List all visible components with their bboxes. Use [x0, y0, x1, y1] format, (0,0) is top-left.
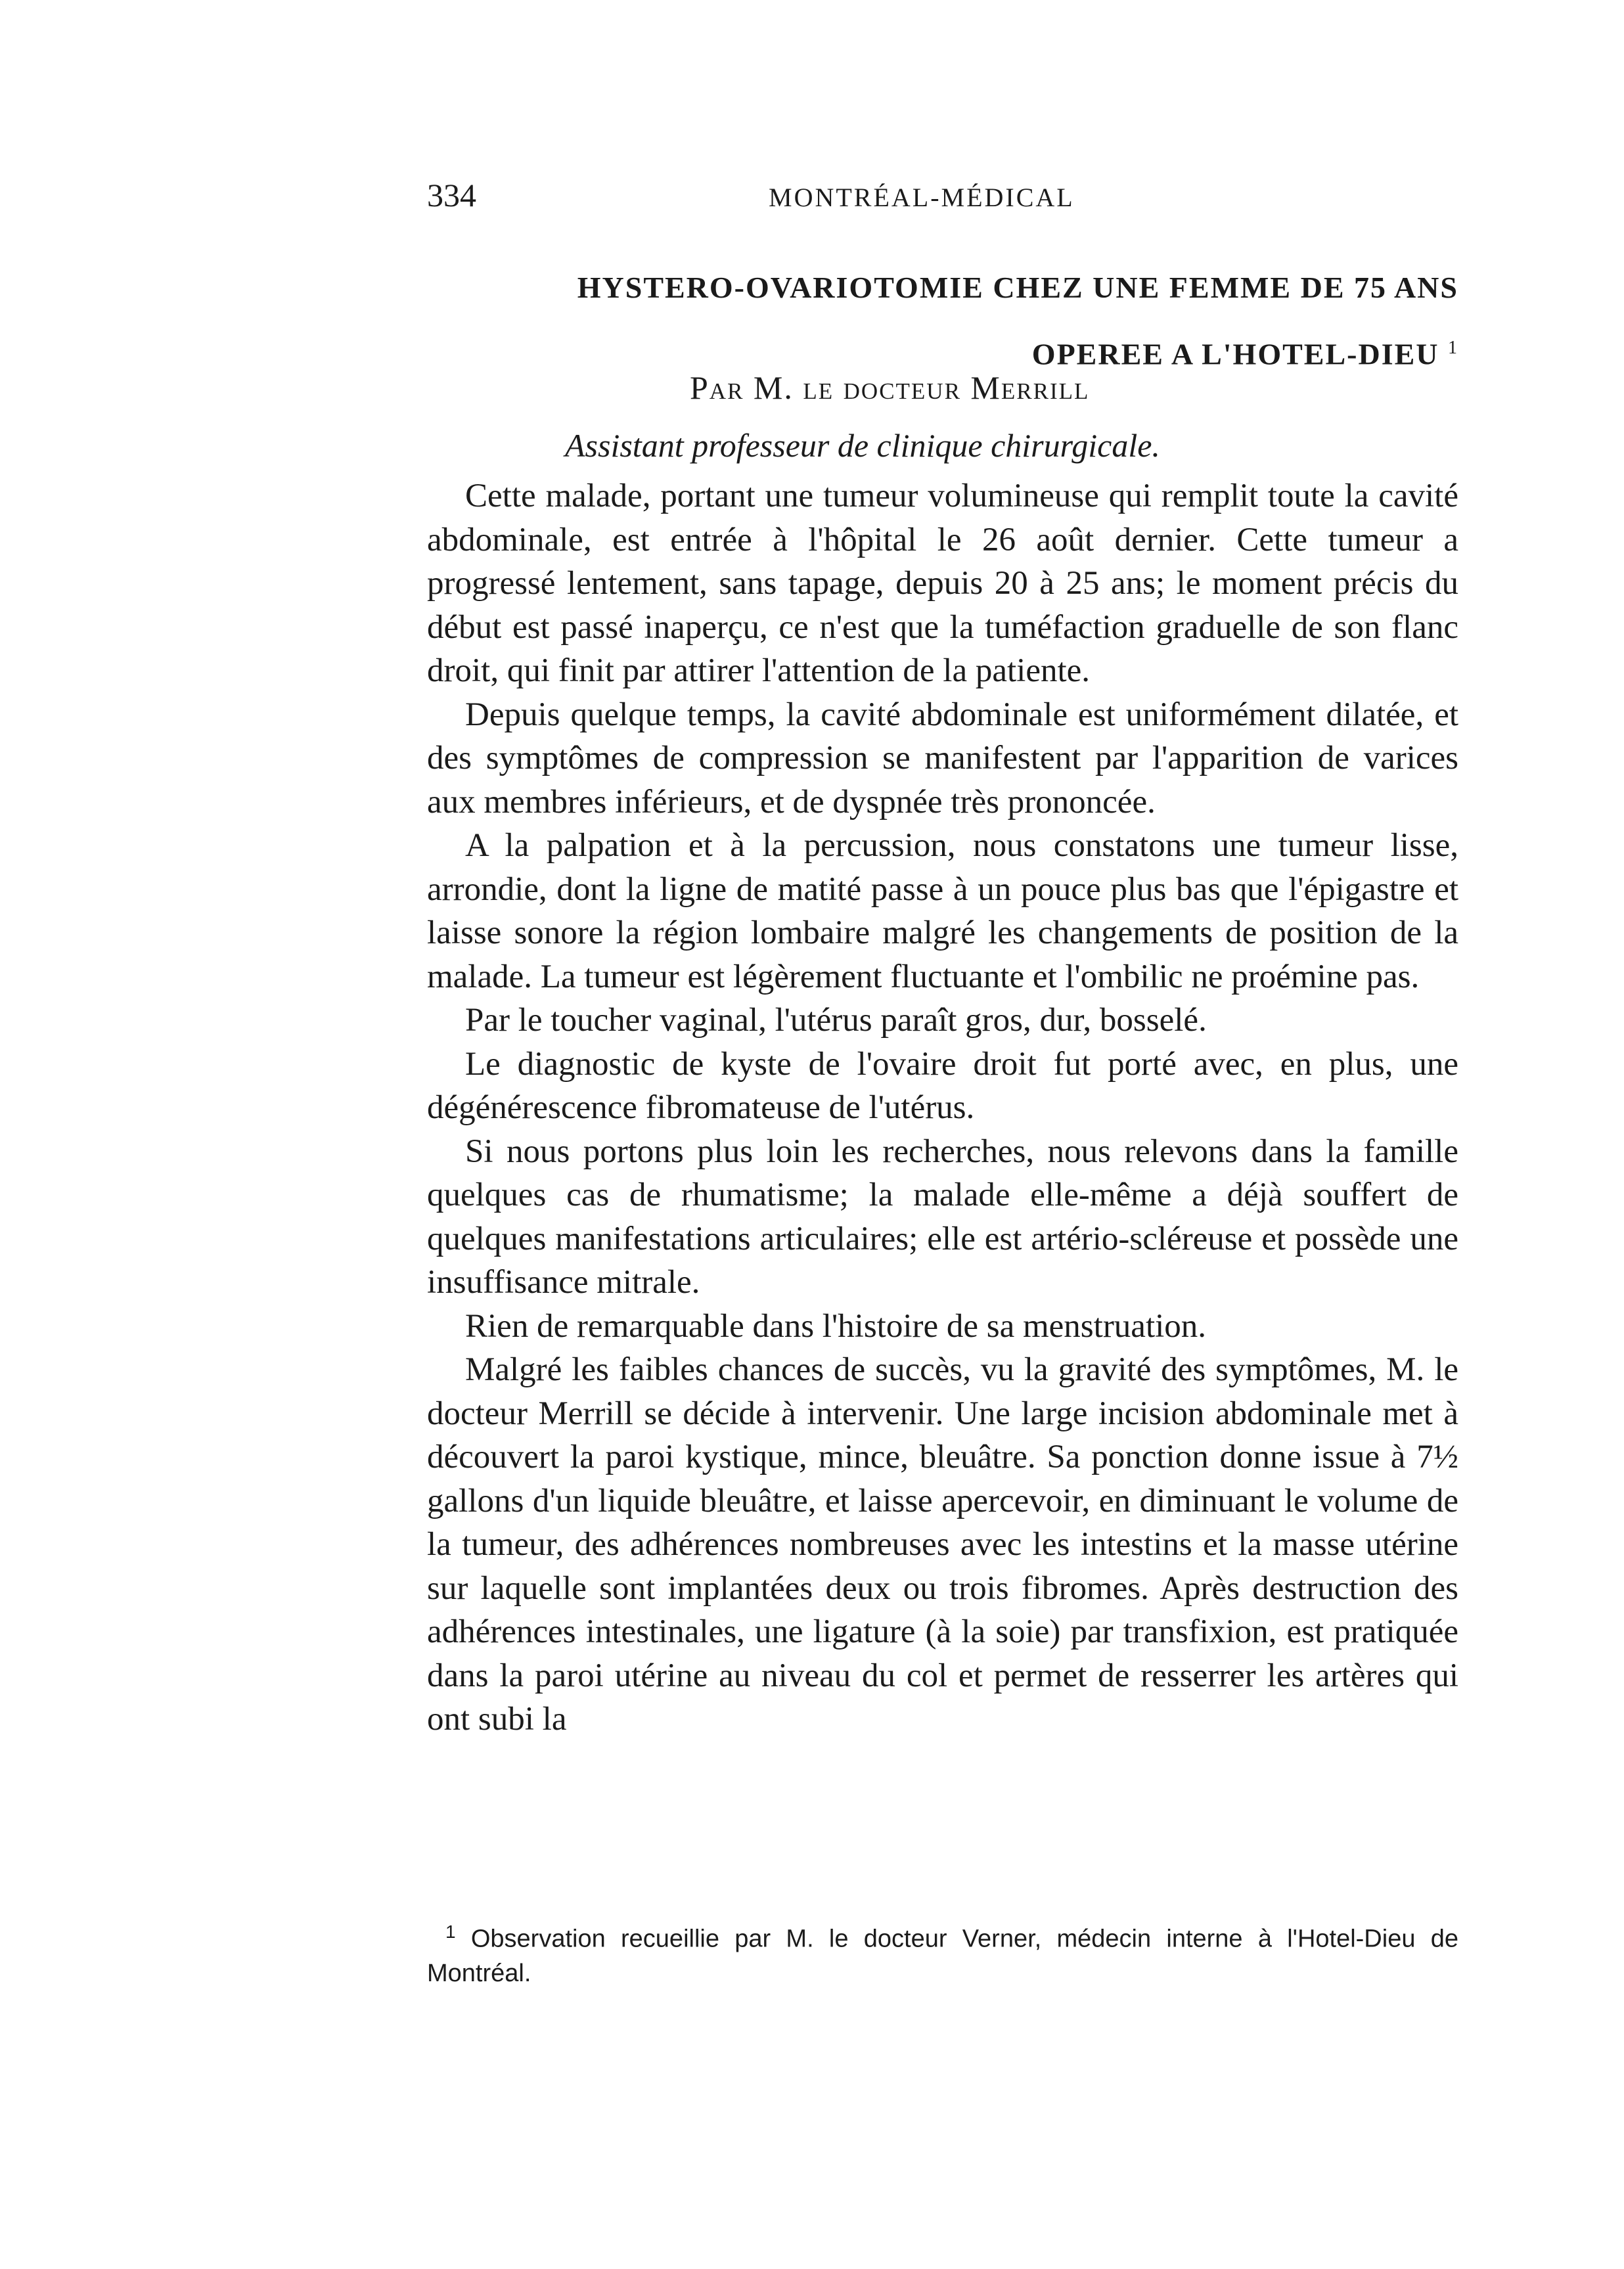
footnote-paragraph	[427, 1915, 1458, 1990]
footnote-text: Observation recueillie par M. le docteur Verner, médecin interne à l'Hotel-Dieu de Montréal.	[427, 1925, 1458, 1987]
title-line-2: OPEREE A L'HOTEL-DIEU	[1031, 337, 1439, 371]
paragraph: Malgré les faibles chances de succès, vu la gravité des symptômes, M. le docteur Merrill se décide à intervenir. Une large incision abdominale met à découvert la paroi kystique, mince, bleuâtre. Sa ponction donne issue à 7½ gallons d'un liquide bleuâtre, et laisse apercevoir, en diminuant le volume de la tumeur, des adhérences nombreuses avec les intestins et la masse utérine sur laquelle sont implantées deux ou trois fibromes. Après destruction des adhérences intestinales, une ligature (à la soie) par transfixion, est pratiquée dans la paroi utérine au niveau du col et permet de resserrer les artères qui ont subi la	[427, 1351, 1458, 1738]
footnote-number: 1	[445, 1921, 456, 1942]
paragraph: Depuis quelque temps, la cavité abdominale est uniformément dilatée, et des symptômes de compression se manifestent par l'apparition de varices aux membres inférieurs, et de dyspnée très prononcée.	[427, 696, 1458, 820]
article-body	[427, 474, 1458, 1741]
paragraph: Par le toucher vaginal, l'utérus paraît gros, dur, bosselé.	[465, 1002, 1207, 1039]
byline	[427, 361, 1458, 414]
paragraph: Cette malade, portant une tumeur volumineuse qui remplit toute la cavité abdominale, est entrée à l'hôpital le 26 août dernier. Cette tumeur a progressé lentement, sans tapage, depuis 20 à 25 ans; le moment précis du début est passé inaperçu, ce n'est que la tuméfaction graduelle de son flanc droit, qui finit par attirer l'attention de la patiente.	[427, 478, 1458, 689]
title-line-1: HYSTERO-OVARIOTOMIE CHEZ UNE FEMME DE 75 ANS	[577, 271, 1458, 304]
page-number: 334	[427, 177, 476, 213]
paragraph: A la palpation et à la percussion, nous constatons une tumeur lisse, arrondie, dont la ligne de matité passe à un pouce plus bas que l'épigastre et laisse sonore la région lombaire malgré les changements de position de la malade. La tumeur est légèrement fluctuante et l'ombilic ne proémine pas.	[427, 827, 1458, 995]
author-affiliation: Assistant professeur de clinique chirurgicale.	[565, 427, 1160, 464]
footnote	[427, 1915, 1458, 1990]
paragraph: Si nous portons plus loin les recherches, nous relevons dans la famille quelques cas de rhumatisme; la malade elle-même a déjà souffert de quelques manifestations articulaires; elle est artério-scléreuse et possède une insuffisance mitrale.	[427, 1133, 1458, 1301]
author: Par M. le docteur Merrill	[690, 369, 1090, 406]
running-head	[427, 172, 1452, 218]
paragraph: Rien de remarquable dans l'histoire de sa menstruation.	[465, 1307, 1207, 1345]
footnote-marker: 1	[1448, 338, 1458, 358]
journal-title: MONTRÉAL-MÉDICAL	[769, 183, 1075, 212]
paragraph: Le diagnostic de kyste de l'ovaire droit fut porté avec, en plus, une dégénérescence fibromateuse de l'utérus.	[427, 1045, 1458, 1126]
